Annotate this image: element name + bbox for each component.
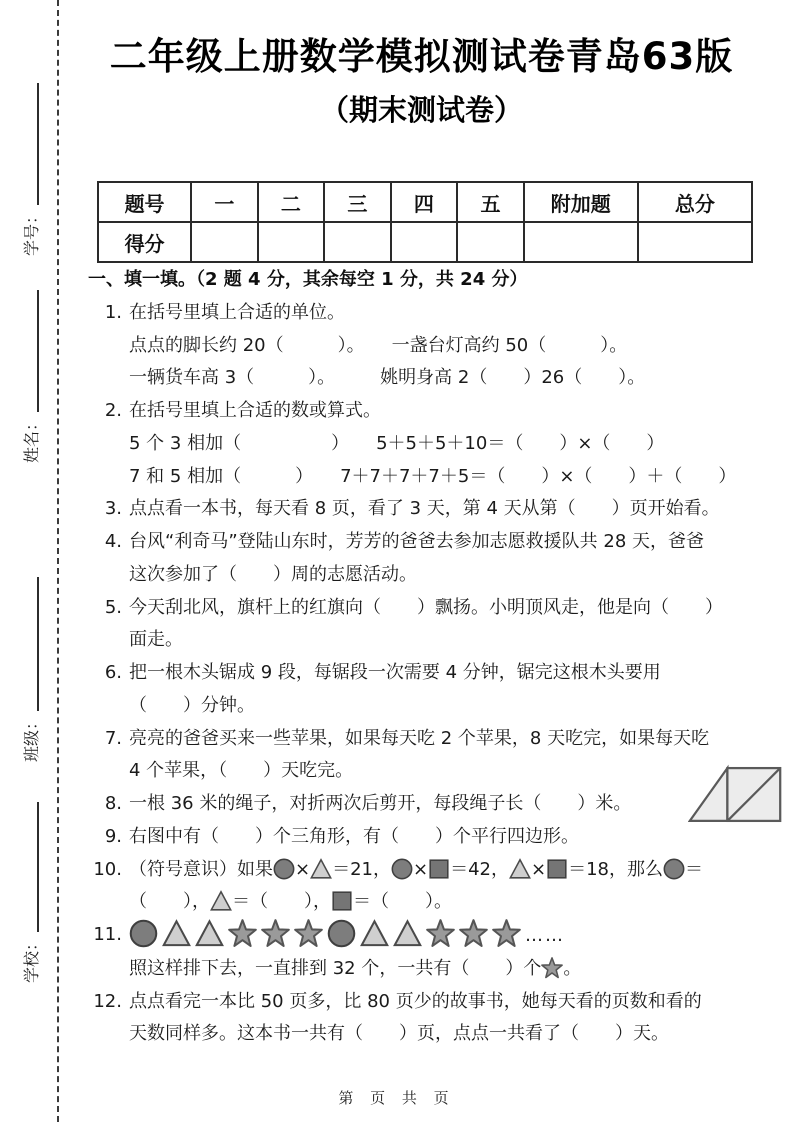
question-line: 点点看完一本比 50 页多，比 80 页少的故事书，她每天看的页数和看的 xyxy=(129,990,702,1012)
triangle-icon xyxy=(162,919,191,948)
circle-icon xyxy=(327,919,356,948)
figure-svg xyxy=(688,763,782,826)
circle-icon xyxy=(129,919,158,948)
school-blank xyxy=(21,802,39,932)
question-line: 点点的脚长约 20（ ）。 一盏台灯高约 50（ ）。 xyxy=(129,334,628,356)
question-line: 点点看一本书，每天看 8 页，看了 3 天，第 4 天从第（ ）页开始看。 xyxy=(129,498,720,520)
q11-text: 。 xyxy=(563,957,582,979)
score-cell xyxy=(258,222,325,262)
star-icon xyxy=(492,919,521,948)
q10-text: ＝（ ）。 xyxy=(353,891,452,913)
class-field xyxy=(18,562,42,762)
q10-text: ＝42， xyxy=(450,858,509,880)
question-9 xyxy=(88,821,778,854)
question-3 xyxy=(88,493,778,526)
question-number: 1. xyxy=(104,301,122,323)
circle-icon xyxy=(273,858,295,880)
student-name-blank xyxy=(21,290,39,412)
question-11 xyxy=(88,919,778,986)
triangle-icon xyxy=(195,919,224,948)
q11-text: 照这样排下去，一直排到 32 个，一共有（ ）个 xyxy=(129,957,542,979)
question-line: 把一根木头锯成 9 段，每锯段一次需要 4 分钟，锯完这根木头要用 xyxy=(129,662,661,683)
q10-text: （符号意识）如果 xyxy=(129,858,273,880)
page-footer: 第 页 共 页 xyxy=(338,1089,455,1107)
question-number: 6. xyxy=(104,662,122,683)
school-label: 学校： xyxy=(21,934,41,983)
q10-text: × xyxy=(413,858,429,880)
question-1 xyxy=(88,297,778,395)
triangle-icon xyxy=(360,919,389,948)
ellipsis-dots: …… xyxy=(525,925,565,946)
question-line: 天数同样多。这本书一共有（ ）页，点点一共看了（ ）天。 xyxy=(129,1023,669,1045)
question-number: 10. xyxy=(93,858,122,880)
score-header-cell: 二 xyxy=(258,182,325,222)
question-number: 5. xyxy=(104,596,122,618)
question-number: 11. xyxy=(93,924,122,945)
score-header-cell: 总分 xyxy=(638,182,752,222)
section-1-heading: 一、填一填。（2 题 4 分，其余每空 1 分，共 24 分） xyxy=(88,269,528,290)
page-subtitle: （期末测试卷） xyxy=(319,93,523,127)
score-cell xyxy=(638,222,752,262)
question-line: 4 个苹果，（ ）天吃完。 xyxy=(129,760,354,782)
star-icon xyxy=(228,919,257,948)
score-table-score-row xyxy=(98,222,752,262)
score-table xyxy=(97,181,753,263)
star-icon xyxy=(426,919,455,948)
square-icon xyxy=(546,858,568,880)
question-8 xyxy=(88,788,778,821)
page-title: 二年级上册数学模拟测试卷青岛63版 xyxy=(109,35,734,78)
circle-icon xyxy=(663,858,685,880)
question-line: 面走。 xyxy=(129,629,183,651)
q10-text: ＝（ ）， xyxy=(232,891,331,913)
dashed-cut-line xyxy=(57,0,59,1122)
question-7 xyxy=(88,723,778,789)
score-cell xyxy=(524,222,638,262)
question-line: 一根 36 米的绳子，对折两次后剪开，每段绳子长（ ）米。 xyxy=(129,793,632,814)
question-number: 2. xyxy=(104,400,122,421)
q11-shape-row xyxy=(129,925,525,946)
question-line: 右图中有（ ）个三角形，有（ ）个平行四边形。 xyxy=(129,825,579,847)
student-name-label: 姓名： xyxy=(21,414,41,463)
score-header-cell: 附加题 xyxy=(524,182,638,222)
star-icon xyxy=(459,919,488,948)
score-header-cell: 四 xyxy=(391,182,458,222)
question-number: 4. xyxy=(104,531,122,552)
question-5 xyxy=(88,592,778,658)
score-cell xyxy=(391,222,458,262)
q10-text: × xyxy=(295,858,311,880)
square-icon xyxy=(428,858,450,880)
question-10 xyxy=(88,854,778,920)
question-line: （ ）分钟。 xyxy=(129,694,255,716)
star-icon xyxy=(541,957,563,979)
score-cell xyxy=(457,222,524,262)
triangle-icon xyxy=(310,858,332,880)
q10-text: （ ）， xyxy=(129,891,210,913)
star-icon xyxy=(261,919,290,948)
score-header-cell: 三 xyxy=(324,182,391,222)
circle-icon xyxy=(391,858,413,880)
score-cell xyxy=(324,222,391,262)
question-line: 今天刮北风，旗杆上的红旗向（ ）飘扬。小明顶风走，他是向（ ） xyxy=(129,596,723,618)
class-label: 班级： xyxy=(21,713,41,762)
triangle-icon xyxy=(393,919,422,948)
student-id-field xyxy=(18,70,42,256)
question-line: 这次参加了（ ）周的志愿活动。 xyxy=(129,563,417,585)
question-line: 在括号里填上合适的数或算式。 xyxy=(129,400,381,421)
score-header-cell: 五 xyxy=(457,182,524,222)
question-line: 一辆货车高 3（ ）。 姚明身高 2（ ）26（ ）。 xyxy=(129,367,646,389)
question-line: 5 个 3 相加（ ） 5＋5＋5＋10＝（ ）×（ ） xyxy=(129,432,665,454)
q10-text: ＝21， xyxy=(332,858,391,880)
question-number: 9. xyxy=(104,825,122,847)
question-line: 亮亮的爸爸买来一些苹果，如果每天吃 2 个苹果，8 天吃完，如果每天吃 xyxy=(129,727,710,749)
question-2 xyxy=(88,395,778,493)
student-id-blank xyxy=(21,83,39,205)
class-blank xyxy=(21,577,39,711)
question-line xyxy=(129,854,778,887)
score-row-label: 得分 xyxy=(98,222,191,262)
question-number: 12. xyxy=(93,990,122,1012)
question-12 xyxy=(88,986,778,1052)
q10-text: × xyxy=(531,858,547,880)
score-cell xyxy=(191,222,258,262)
triangle-square-figure xyxy=(688,763,782,826)
question-line: 7 和 5 相加（ ） 7＋7＋7＋7＋5＝（ ）×（ ）＋（ ） xyxy=(129,465,737,487)
student-id-label: 学号： xyxy=(21,207,41,256)
question-number: 8. xyxy=(104,793,122,814)
school-field xyxy=(18,787,42,983)
question-line xyxy=(129,886,778,919)
star-icon xyxy=(294,919,323,948)
q10-text: ＝ xyxy=(685,858,703,880)
section-1 xyxy=(88,264,778,1051)
question-line: 在括号里填上合适的单位。 xyxy=(129,301,345,323)
question-4 xyxy=(88,526,778,592)
student-name-field xyxy=(18,277,42,463)
square-icon xyxy=(331,890,353,912)
question-line xyxy=(129,953,778,986)
score-header-cell: 一 xyxy=(191,182,258,222)
score-table-header-row xyxy=(98,182,752,222)
q10-text: ＝18，那么 xyxy=(568,858,663,880)
question-6 xyxy=(88,657,778,723)
question-line xyxy=(129,919,778,953)
question-number: 7. xyxy=(104,727,122,749)
question-line: 台风“利奇马”登陆山东时，芳芳的爸爸去参加志愿救援队共 28 天，爸爸 xyxy=(129,531,704,552)
score-header-cell: 题号 xyxy=(98,182,191,222)
triangle-icon xyxy=(509,858,531,880)
question-number: 3. xyxy=(104,498,122,520)
triangle-icon xyxy=(210,890,232,912)
